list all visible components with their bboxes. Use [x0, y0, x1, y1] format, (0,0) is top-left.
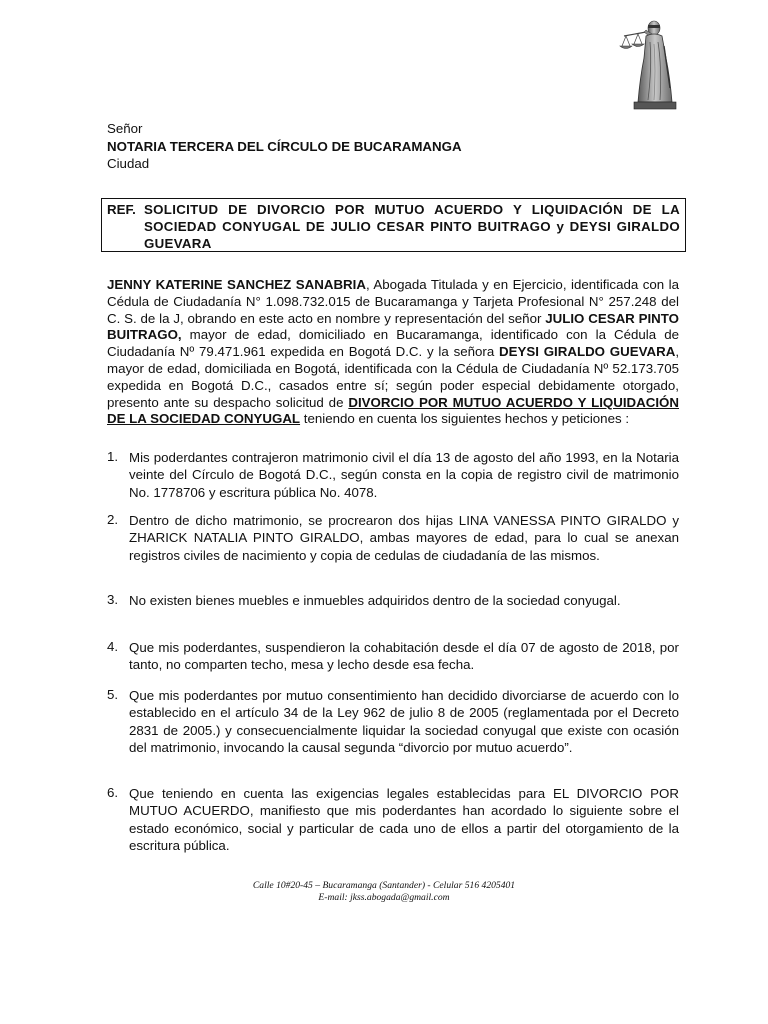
list-item-text: Que mis poderdantes por mutuo consentimiento han decidido divorciarse de acuerdo con lo establecido en el artículo 34 de la Ley 962 de julio 8 de 2005 (reglamentada por el Decreto 2831 de 2005.) y consecuencialmente liquidar la sociedad conyugal que existe con ocasión del matrimonio, invocando la causal segunda “divorcio por mutuo acuerdo”. [129, 688, 679, 756]
footer-email: E-mail: jkss.abogada@gmail.com [318, 892, 450, 903]
list-item-text: Que teniendo en cuenta las exigencias legales establecidas para EL DIVORCIO POR MUTUO ACUERDO, manifiesto que mis poderdantes han acordado lo siguiente sobre el estado económico, social y particular de cada uno de ellos a partir del otorgamiento de la escritura pública. [129, 786, 679, 854]
city-label: Ciudad [107, 156, 150, 171]
list-item-number: 5. [107, 687, 119, 702]
list-item-text: Que mis poderdantes, suspendieron la cohabitación desde el día 07 de agosto de 2018, por tanto, no comparten techo, mesa y lecho desde esa fecha. [129, 640, 679, 673]
list-item-number: 1. [107, 449, 119, 464]
intro-paragraph [107, 277, 679, 428]
reference-box [101, 198, 686, 252]
list-item-number: 3. [107, 592, 119, 607]
list-item-number: 4. [107, 639, 119, 654]
reference-text: SOLICITUD DE DIVORCIO POR MUTUO ACUERDO Y LIQUIDACIÓN DE LA SOCIEDAD CONYUGAL DE JULIO CESAR PINTO BUITRAGO y DEYSI GIRALDO GUEVARA [144, 202, 680, 251]
intro-text-4: teniendo en cuenta los siguientes hechos y peticiones : [300, 411, 630, 427]
client2-name: DEYSI GIRALDO GUEVARA [499, 344, 676, 360]
request-title: DIVORCIO POR MUTUO ACUERDO Y LIQUIDACIÓN DE LA SOCIEDAD CONYUGAL [107, 394, 679, 427]
footer-address: Calle 10#20-45 – Bucaramanga (Santander) - Celular 516 4205401 [252, 880, 516, 891]
notary-office: NOTARIA TERCERA DEL CÍRCULO DE BUCARAMANGA [107, 138, 462, 154]
intro-text-1: , Abogada Titulada y en Ejercicio, identificada con la Cédula de Ciudadanía N° 1.098.732.015 de Bucaramanga y Tarjeta Profesional N° 257.248 del C. S. de la J, obrando en este acto en nombre y representación del señor [107, 277, 680, 326]
list-item-number: 6. [107, 785, 119, 800]
client1-name: JULIO CESAR PINTO BUITRAGO, [107, 310, 679, 343]
justice-statue-icon [616, 18, 680, 110]
list-item-number: 2. [107, 512, 119, 527]
salutation: Señor [107, 121, 143, 136]
page-footer [130, 880, 638, 904]
list-item-text: No existen bienes muebles e inmuebles adquiridos dentro de la sociedad conyugal. [129, 593, 621, 608]
addressee-block [107, 120, 667, 173]
intro-text-3: , mayor de edad, domiciliada en Bogotá, identificada con la Cédula de Ciudadanía Nº 52.173.705 expedida en Bogotá D.C., casados entre sí; según poder especial debidamente otorgado, presento ante su despacho solicitud de [107, 344, 680, 410]
attorney-name: JENNY KATERINE SANCHEZ SANABRIA [107, 277, 366, 292]
intro-text-2: mayor de edad, domiciliado en Bucaramanga, identificado con la Cédula de Ciudadanía Nº 79.471.961 expedida en Bogotá D.C. y la señora [107, 327, 679, 360]
list-item-text: Mis poderdantes contrajeron matrimonio civil el día 13 de agosto del año 1993, en la Notaria veinte del Círculo de Bogotá D.C., según consta en la copia de registro civil de matrimonio No. 1778706 y escritura pública No. 4078. [129, 450, 679, 500]
reference-label: REF. [107, 202, 136, 217]
list-item-text: Dentro de dicho matrimonio, se procrearon dos hijas LINA VANESSA PINTO GIRALDO y ZHARICK NATALIA PINTO GIRALDO, ambas mayores de edad, para lo cual se anexan registros civiles de nacimiento y copia de cedulas de ciudadanía de las mismos. [129, 513, 679, 563]
